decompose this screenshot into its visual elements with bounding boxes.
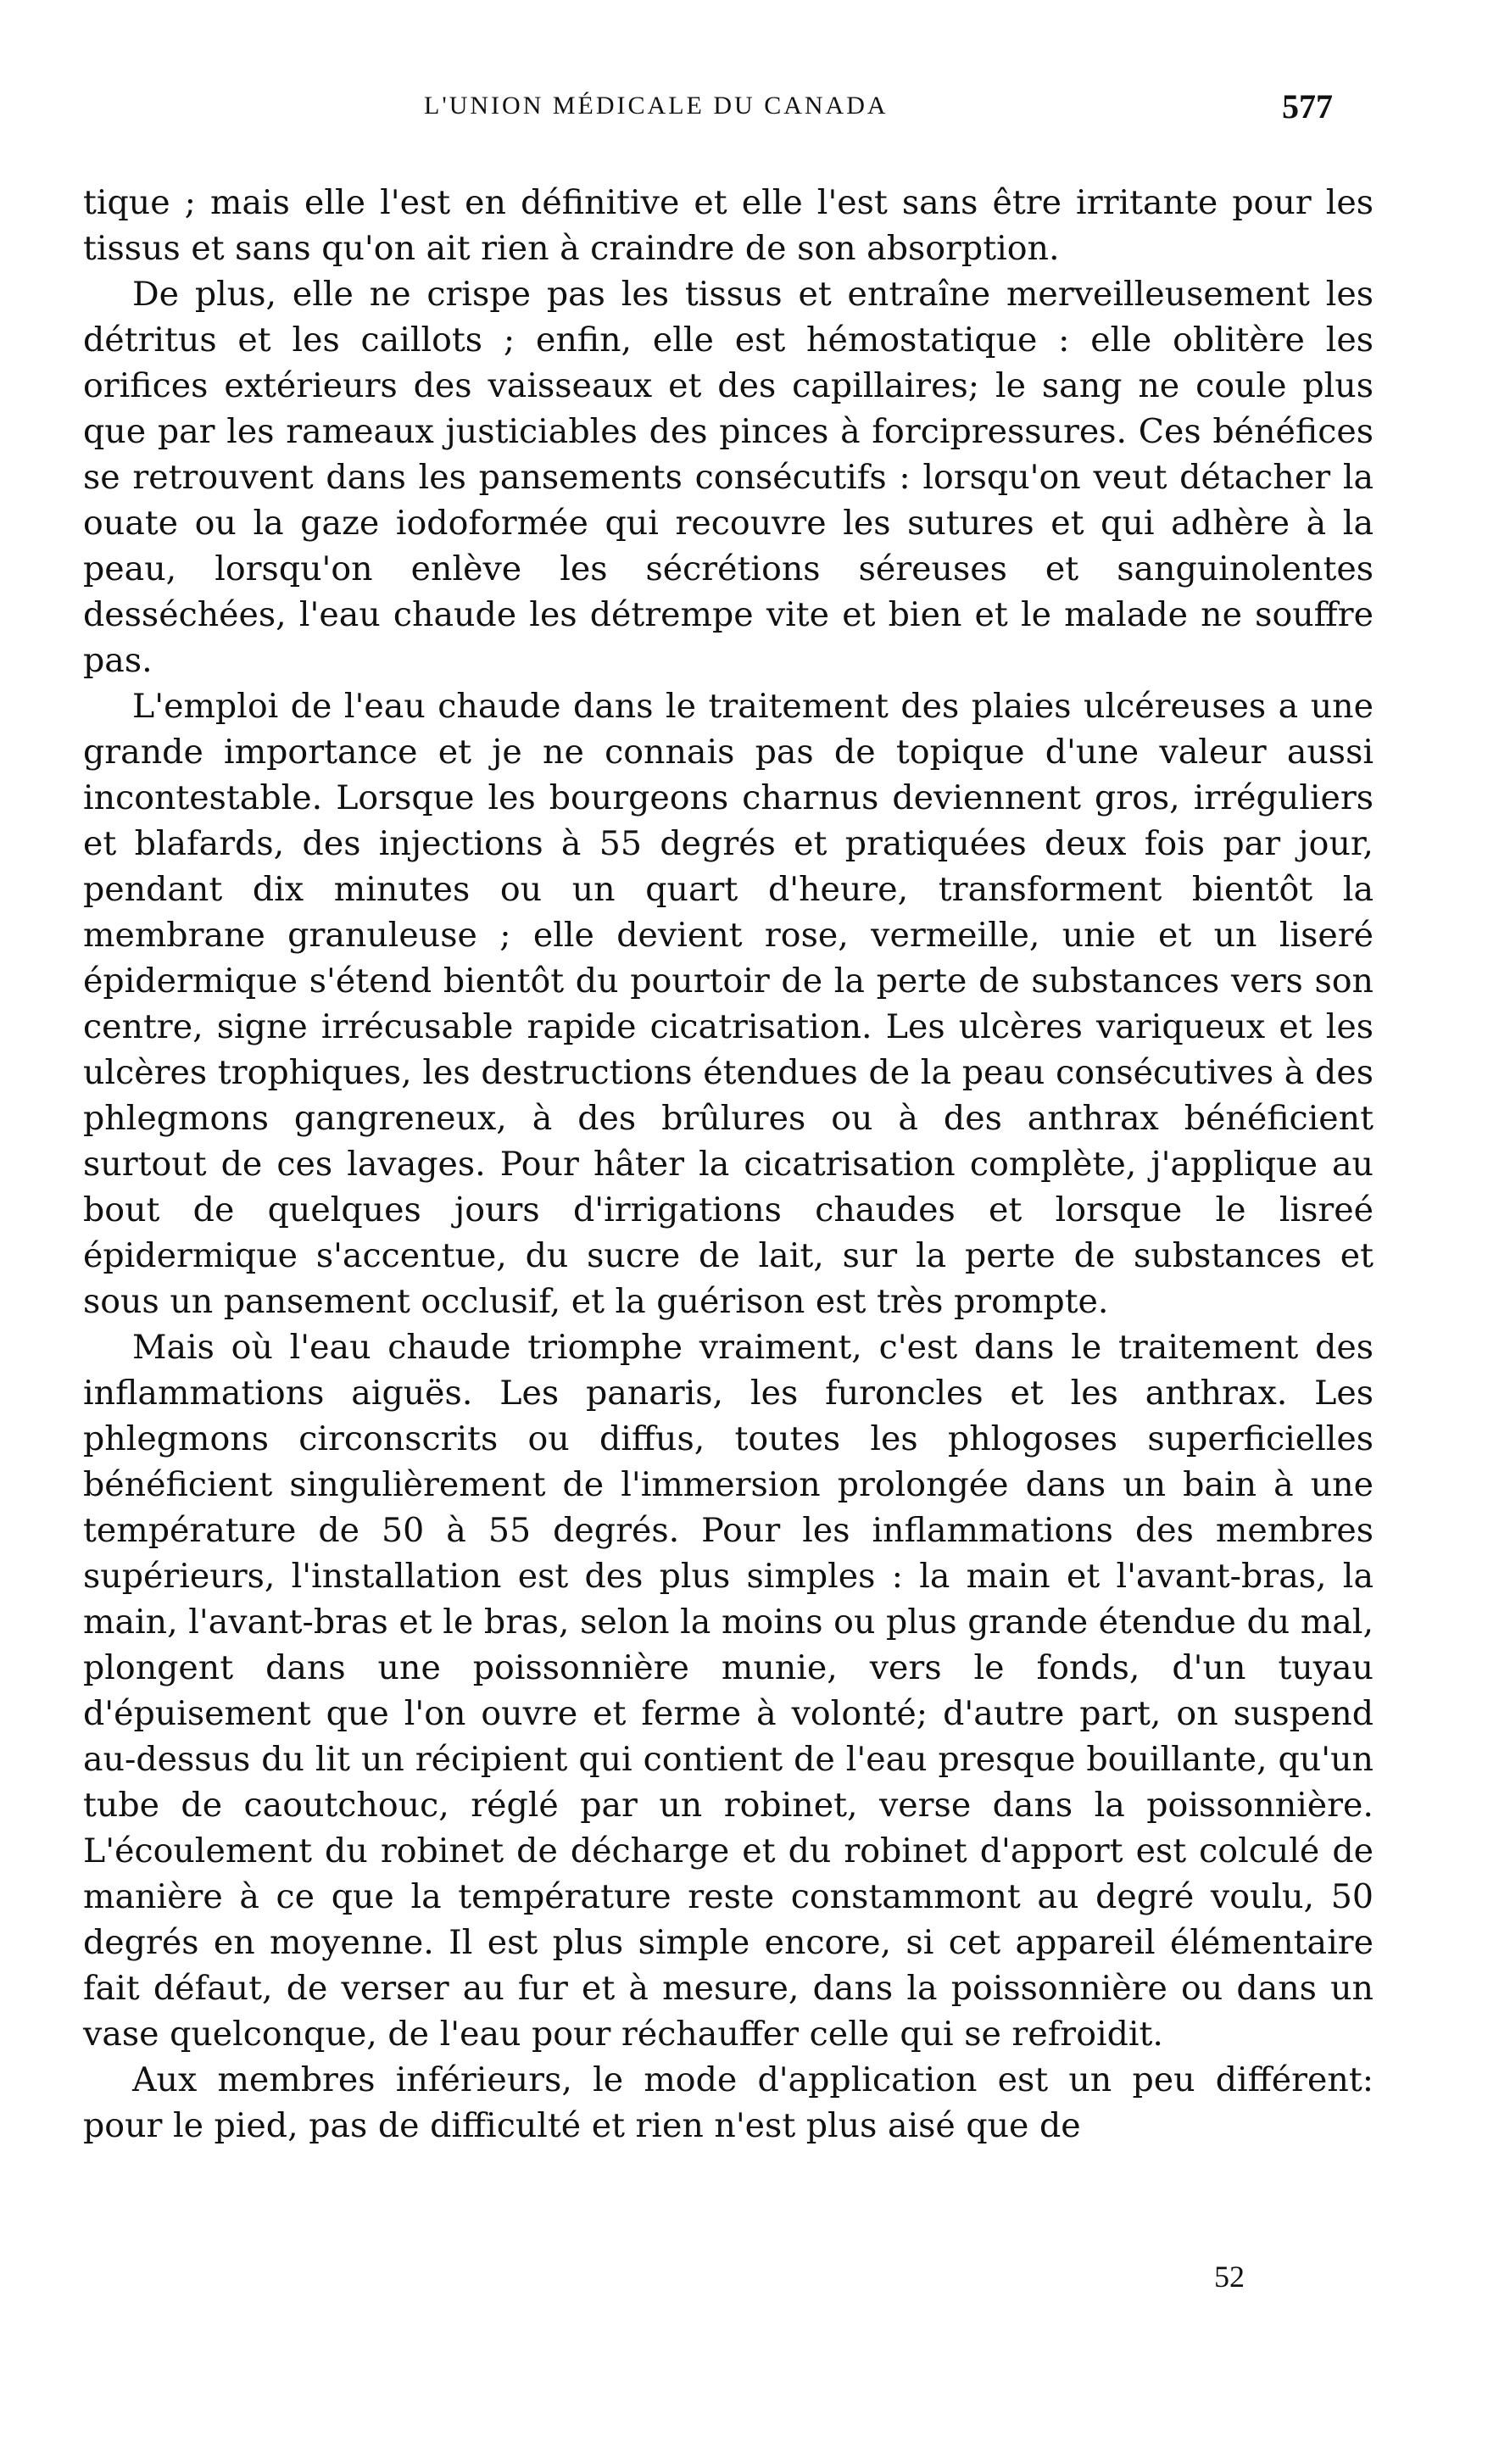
body-text	[83, 180, 1374, 2149]
running-title: L'UNION MÉDICALE DU CANADA	[424, 92, 889, 120]
paragraph-2: De plus, elle ne crispe pas les tissus et entraîne merveilleusement les détritus et les caillots ; enfin, elle est hémostatique : elle oblitère les orifices extérieurs des vaisseaux et des capillaires; le sang ne coule plus que par les rameaux justiciables des pinces à forcipressures. Ces bénéfices se retrouvent dans les pansements consécutifs : lorsqu'on veut détacher la ouate ou la gaze iodoformée qui recouvre les sutures et qui adhère à la peau, lorsqu'on enlève les sécrétions séreuses et sanguinolentes desséchées, l'eau chaude les détrempe vite et bien et le malade ne souffre pas.	[83, 275, 1374, 680]
signature-mark: 52	[1214, 2260, 1245, 2294]
paragraph-3: L'emploi de l'eau chaude dans le traitement des plaies ulcéreuses a une grande importance et je ne connais pas de topique d'une valeur aussi incontestable. Lorsque les bourgeons charnus deviennent gros, irréguliers et blafards, des injections à 55 degrés et pratiquées deux fois par jour, pendant dix minutes ou un quart d'heure, transforment bientôt la membrane granuleuse ; elle devient rose, vermeille, unie et un liseré épidermique s'étend bientôt du pourtoir de la perte de substances vers son centre, signe irrécusable rapide cicatrisation. Les ulcères variqueux et les ulcères trophiques, les destructions étendues de la peau consécutives à des phlegmons gangreneux, à des brûlures ou à des anthrax bénéficient surtout de ces lavages. Pour hâter la cicatrisation complète, j'applique au bout de quelques jours d'irrigations chaudes et lorsque le lisreé épidermique s'accentue, du sucre de lait, sur la perte de substances et sous un pansement occlusif, et la guérison est très prompte.	[83, 687, 1374, 1321]
paragraph-1: tique ; mais elle l'est en définitive et elle l'est sans être irritante pour les tissus et sans qu'on ait rien à craindre de son absorption.	[83, 183, 1374, 268]
paragraph-4: Mais où l'eau chaude triomphe vraiment, c'est dans le traitement des inflammations aiguës. Les panaris, les furoncles et les anthrax. Les phlegmons circonscrits ou diffus, toutes les phlogoses superficielles bénéficient singulièrement de l'immersion prolongée dans un bain à une température de 50 à 55 degrés. Pour les inflammations des membres supérieurs, l'installation est des plus simples : la main et l'avant-bras, la main, l'avant-bras et le bras, selon la moins ou plus grande étendue du mal, plongent dans une poissonnière munie, vers le fonds, d'un tuyau d'épuisement que l'on ouvre et ferme à volonté; d'autre part, on suspend au-dessus du lit un récipient qui contient de l'eau presque bouillante, qu'un tube de caoutchouc, réglé par un robinet, verse dans la poissonnière. L'écoulement du robinet de décharge et du robinet d'apport est colculé de manière à ce que la température reste constammont au degré voulu, 50 degrés en moyenne. Il est plus simple encore, si cet appareil élémentaire fait défaut, de verser au fur et à mesure, dans la poissonnière ou dans un vase quelconque, de l'eau pour réchauffer celle qui se refroidit.	[83, 1328, 1374, 2054]
page-number: 577	[1282, 87, 1333, 125]
page-header	[0, 87, 1499, 142]
paragraph-5: Aux membres inférieurs, le mode d'application est un peu différent: pour le pied, pas de difficulté et rien n'est plus aisé que de	[83, 2060, 1374, 2145]
